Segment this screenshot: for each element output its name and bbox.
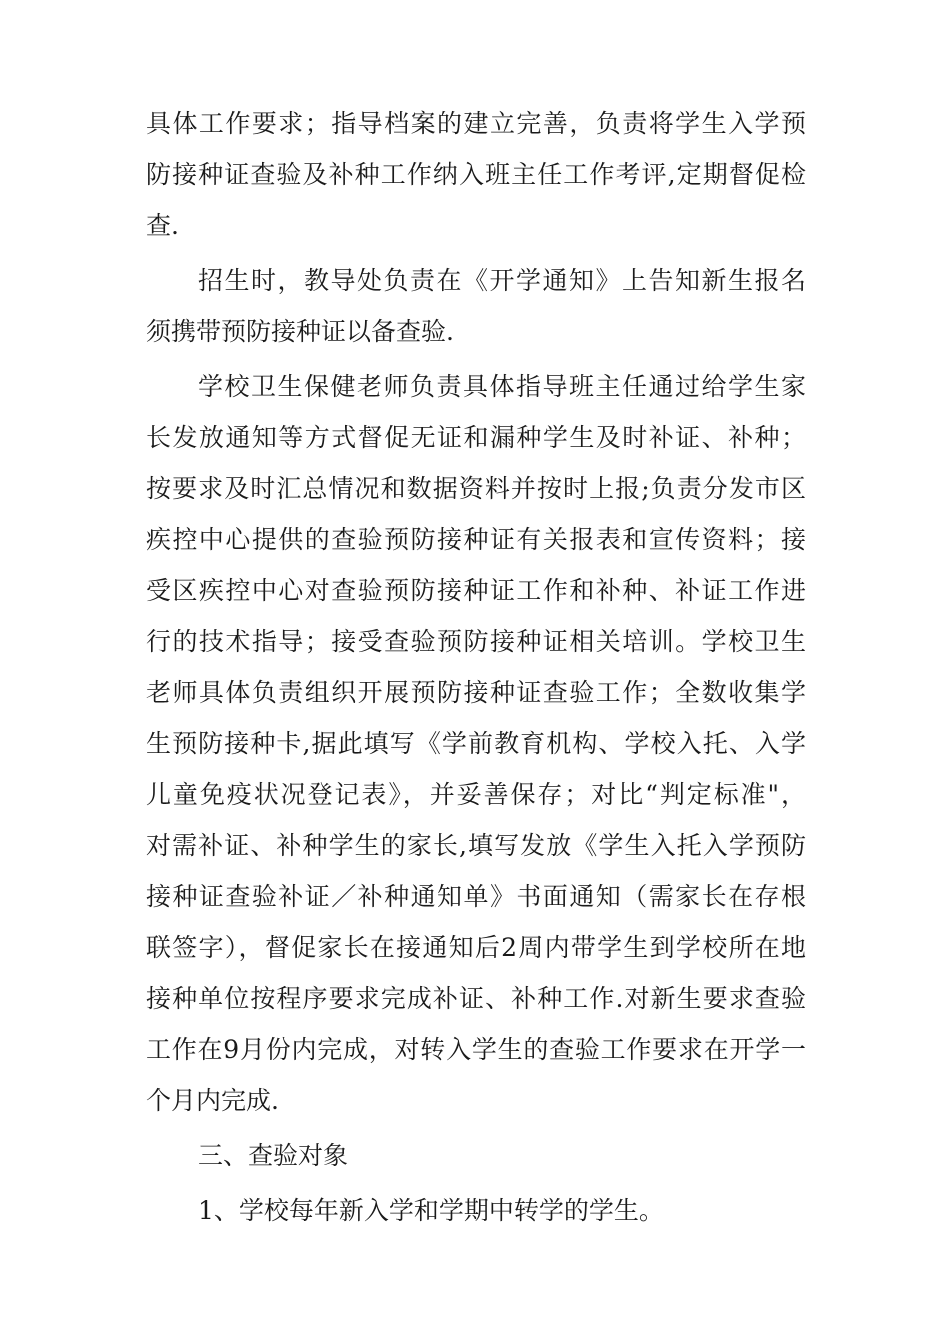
text-line: 按要求及时汇总情况和数据资料并按时上报;负责分发市区 [146,474,806,503]
text-line: 接种证查验补证／补种通知单》书面通知（需家长在存根 [146,882,806,911]
text-line: 查. [146,211,179,240]
document-page [146,98,806,1236]
text-line: 学校卫生保健老师负责具体指导班主任通过给学生家 [198,372,806,401]
heading-text: 三、查验对象 [198,1141,349,1170]
text-line: 儿童免疫状况登记表》，并妥善保存；对比“判定标准"， [146,780,806,809]
paragraph [146,255,806,357]
section-heading [146,1130,806,1181]
text-line: 招生时，教导处负责在《开学通知》上告知新生报名 [198,266,806,295]
text-line: 对需补证、补种学生的家长,填写发放《学生入托入学预防 [146,831,806,860]
paragraph [146,361,806,1126]
text-line: 行的技术指导；接受查验预防接种证相关培训。学校卫生 [146,627,806,656]
text-line: 联签字），督促家长在接通知后2周内带学生到学校所在地 [146,933,806,962]
list-item [146,1185,806,1236]
text-line: 1、学校每年新入学和学期中转学的学生。 [198,1196,664,1225]
text-line: 生预防接种卡,据此填写《学前教育机构、学校入托、入学 [146,729,806,758]
text-line: 疾控中心提供的查验预防接种证有关报表和宣传资料；接 [146,525,806,554]
text-line: 老师具体负责组织开展预防接种证查验工作；全数收集学 [146,678,806,707]
paragraph [146,98,806,251]
text-line: 工作在9月份内完成，对转入学生的查验工作要求在开学一 [146,1035,806,1064]
text-line: 须携带预防接种证以备查验. [146,317,454,346]
text-line: 受区疾控中心对查验预防接种证工作和补种、补证工作进 [146,576,806,605]
text-line: 长发放通知等方式督促无证和漏种学生及时补证、补种； [146,423,806,452]
text-line: 具体工作要求；指导档案的建立完善，负责将学生入学预 [146,109,806,138]
text-line: 防接种证查验及补种工作纳入班主任工作考评,定期督促检 [146,160,806,189]
text-line: 个月内完成. [146,1086,279,1115]
text-line: 接种单位按程序要求完成补证、补种工作.对新生要求查验 [146,984,806,1013]
